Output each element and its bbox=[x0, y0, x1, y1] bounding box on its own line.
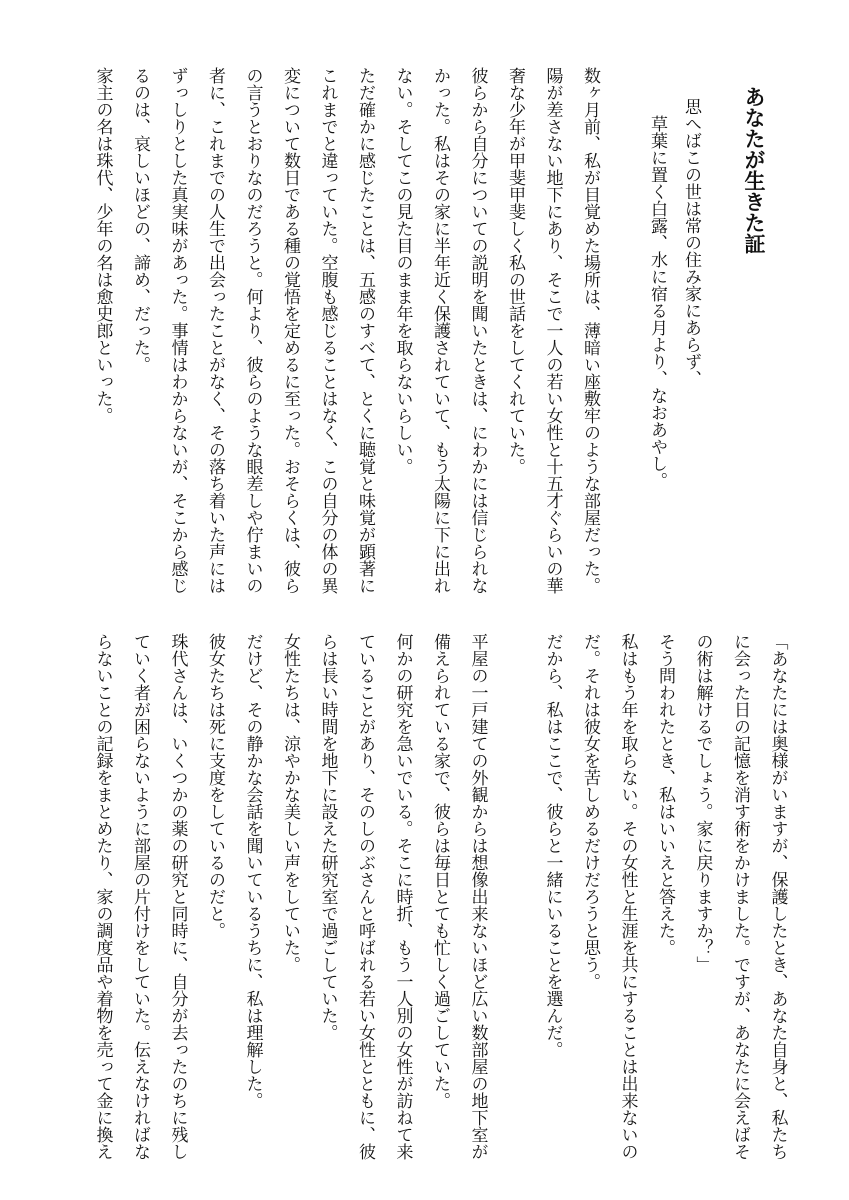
text-column: 彼らから自分についての説明を聞いたときは、にわかには信じられな bbox=[467, 67, 488, 594]
text-column: 女性たちは、涼やかな美しい声をしていた。 bbox=[280, 633, 300, 973]
text-column: らは長い時間を地下に設えた研究室で過ごしていた。 bbox=[317, 633, 338, 1041]
page-title: あなたが生きた証 bbox=[742, 86, 766, 254]
upper-text-block bbox=[83, 67, 608, 594]
text-column: の言うとおりなのだろうと。何より、彼らのような眼差しや佇まいの bbox=[242, 67, 263, 594]
text-column: 平屋の一戸建ての外観からは想像出来ないほど広い数部屋の地下室が bbox=[467, 633, 488, 1160]
text-column: だ。それは彼女を苦しめるだけだろうと思う。 bbox=[580, 633, 600, 990]
text-column: に会った日の記憶を消す術をかけました。ですが、あなたに会えばそ bbox=[730, 633, 750, 1160]
text-column: かった。私はその家に半年近く保護されていて、もう太陽に下に出れ bbox=[430, 67, 450, 594]
text-column: の術は解けるでしょう。家に戻りますか？」 bbox=[692, 633, 713, 973]
text-column: これまでと違っていた。空腹も感じることはなく、この自分の体の異 bbox=[317, 67, 338, 594]
blank-column bbox=[496, 633, 534, 1160]
text-column: ていく者が困らないように部屋の片付けをしていた。伝えなければな bbox=[130, 633, 150, 1160]
text-column: らないことの記録をまとめたり、家の調度品や着物を売って金に換え bbox=[92, 633, 113, 1160]
poem-line: 草葉に置く白露、水に宿る月より、なおあやし。 bbox=[647, 115, 667, 489]
text-column: 何かの研究を急いでいる。そこに時折、もう一人別の女性が訪ねて来 bbox=[392, 633, 413, 1160]
text-column: ずっしりとした真実味があった。事情はわからないが、そこから感じ bbox=[167, 67, 188, 594]
text-column: 陽が差さない地下にあり、そこで一人の若い女性と十五才ぐらいの華 bbox=[542, 67, 563, 594]
text-column: 彼女たちは死に支度をしているのだと。 bbox=[205, 633, 225, 939]
text-column: ていることがあり、そのしのぶさんと呼ばれる若い女性とともに、彼 bbox=[355, 633, 375, 1160]
lower-text-block bbox=[83, 633, 796, 1160]
text-column: 備えられている家で、彼らは毎日とても忙しく過ごしていた。 bbox=[430, 633, 450, 1109]
poem-line: 思へばこの世は常の住み家にあらず、 bbox=[681, 98, 701, 387]
text-column: 私はもう年を取らない。その女性と生涯を共にすることは出来ないの bbox=[617, 633, 638, 1160]
text-column: 家主の名は珠代、少年の名は愈史郎といった。 bbox=[92, 67, 113, 424]
text-column: ただ確かに感じたことは、五感のすべて、とくに聴覚と味覚が顕著に bbox=[355, 67, 375, 594]
text-column: 奢な少年が甲斐甲斐しく私の世話をしてくれていた。 bbox=[505, 67, 525, 475]
text-column: 「あなたには奥様がいますが、保護したとき、あなた自身と、私たち bbox=[767, 633, 788, 1160]
text-column: 者に、これまでの人生で出会ったことがなく、その落ち着いた声には bbox=[205, 67, 225, 594]
text-column: だけど、その静かな会話を聞いているうちに、私は理解した。 bbox=[242, 633, 263, 1109]
text-column: ない。そしてこの見た目のまま年を取らないらしい。 bbox=[392, 67, 413, 475]
text-column: 数ヶ月前、私が目覚めた場所は、薄暗い座敷牢のような部屋だった。 bbox=[580, 67, 600, 594]
text-column: 珠代さんは、いくつかの薬の研究と同時に、自分が去ったのちに残し bbox=[167, 633, 188, 1160]
text-column: だから、私はここで、彼らと一緒にいることを選んだ。 bbox=[542, 633, 563, 1058]
text-column: そう問われたとき、私はいいえと答えた。 bbox=[655, 633, 675, 956]
epigraph-poem bbox=[640, 98, 708, 489]
text-column: 変について数日である種の覚悟を定めるに至った。おそらくは、彼ら bbox=[280, 67, 300, 594]
text-column: るのは、哀しいほどの、諦め、だった。 bbox=[130, 67, 150, 373]
